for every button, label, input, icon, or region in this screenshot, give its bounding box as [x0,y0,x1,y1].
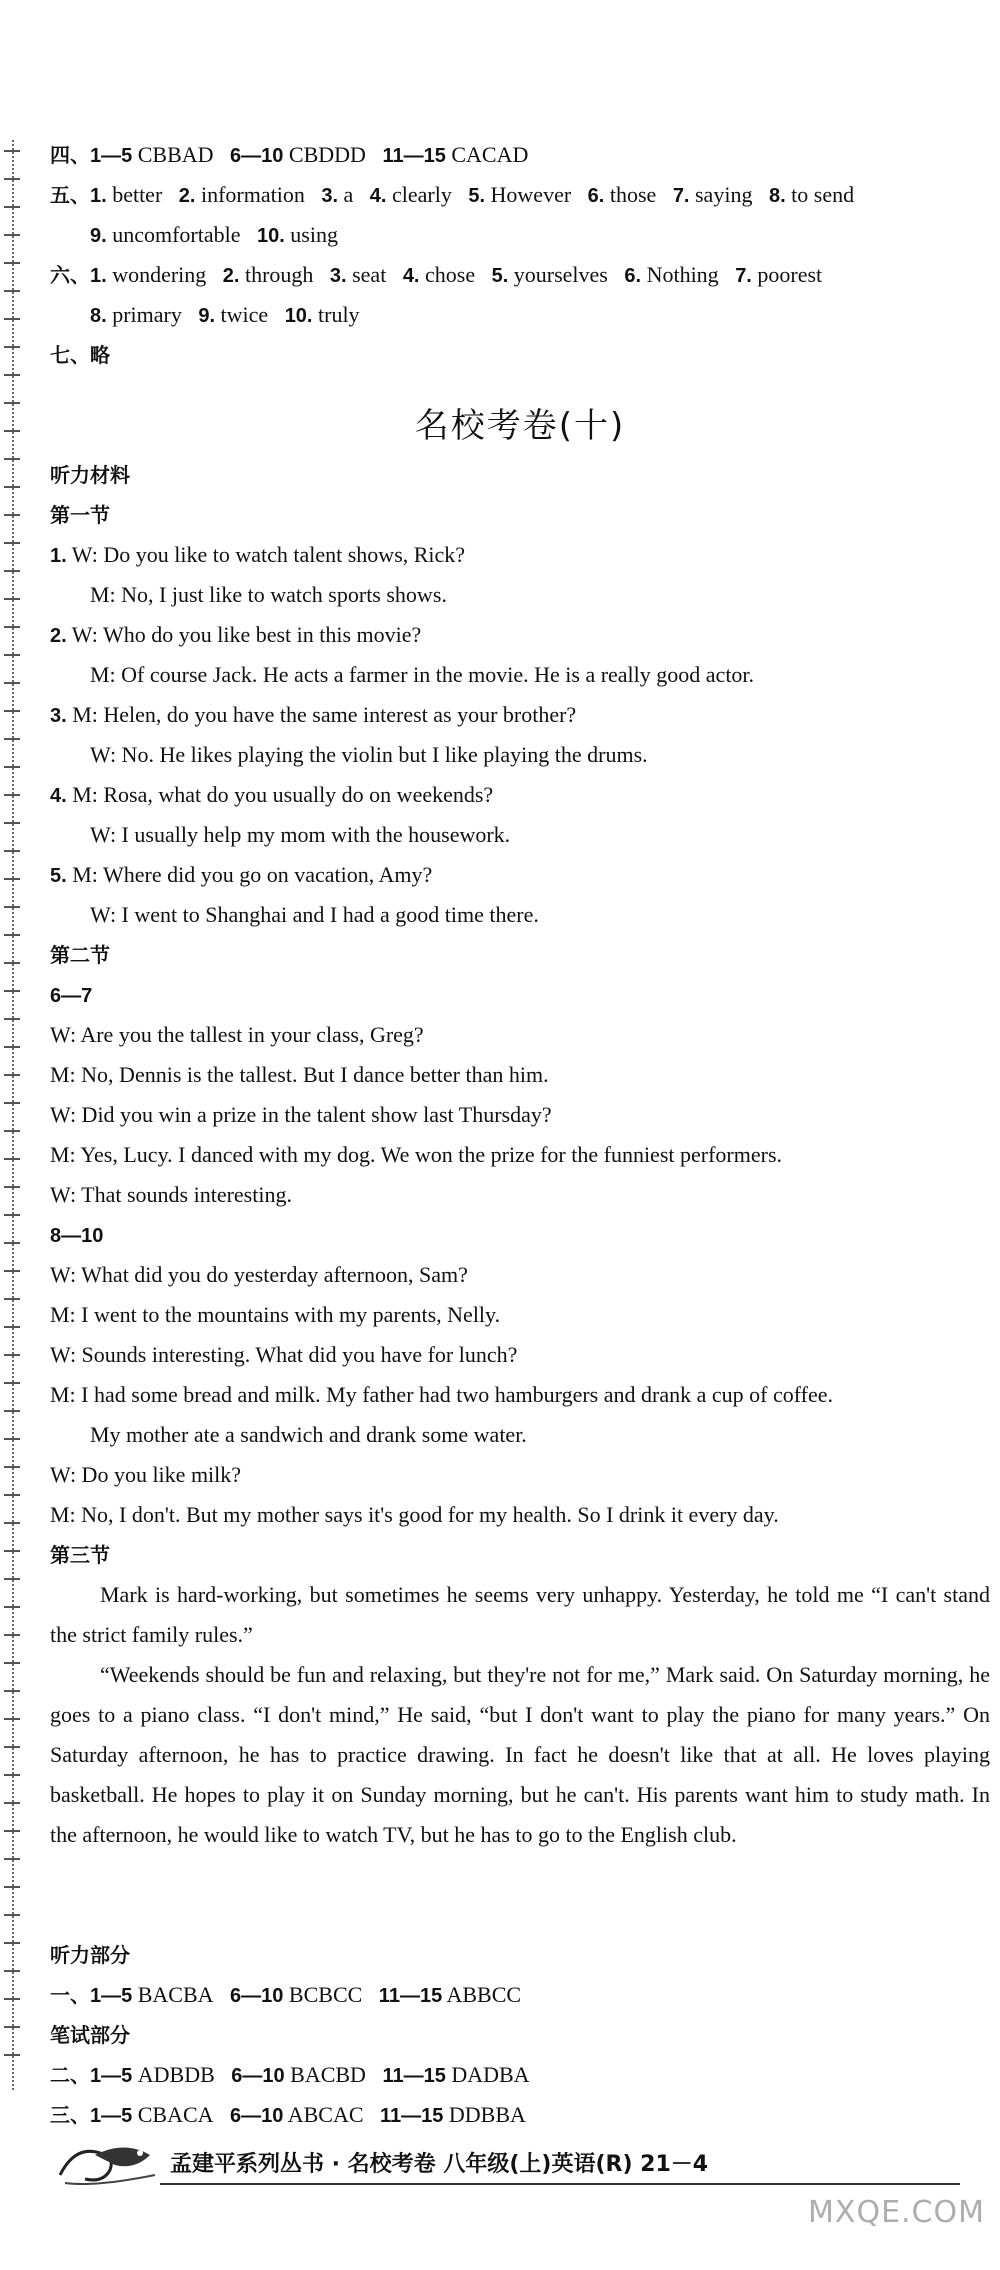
binding-tick [4,206,20,208]
answer-row-3 [50,2100,526,2130]
binding-tick [4,1354,20,1356]
binding-tick [4,1438,20,1440]
group-label: 6—7 [50,985,93,1007]
passage-paragraph-1: Mark is hard-working, but sometimes he seems very unhappy. Yesterday, he told me “I can't stand the strict family rules.” [50,1582,990,1647]
group-heading [50,1220,103,1250]
listening-heading: 听力材料 [50,463,130,487]
line-text: M: Where did you go on vacation, Amy? [72,862,433,887]
dialogue-line: M: Yes, Lucy. I danced with my dog. We won the prize for the funniest performers. [50,1142,783,1167]
answer-word: primary [112,302,182,327]
group-label: 11—15 [382,2065,446,2087]
footer-rule [160,2183,960,2185]
binding-tick [4,1494,20,1496]
binding-tick [4,1774,20,1776]
answer-key: ABBCC [446,1982,522,2007]
answer-row-5-cont [90,220,338,250]
binding-tick [4,1522,20,1524]
answer-word: better [112,182,163,207]
binding-tick [4,1382,20,1384]
binding-tick [4,1830,20,1832]
answer-row-1 [50,1980,521,2010]
item-number: 1. [50,545,67,567]
binding-tick [4,1550,20,1552]
answer-row-6-cont [90,300,360,330]
item-number: 9. [90,225,107,247]
binding-tick [4,1886,20,1888]
binding-tick [4,906,20,908]
dialogue-line: My mother ate a sandwich and drank some water. [90,1422,527,1447]
binding-tick [4,794,20,796]
answer-key: BACBA [137,1982,214,2007]
binding-tick [4,738,20,740]
section-label: 二、 [50,2063,90,2087]
line-text: W: No. He likes playing the violin but I like playing the drums. [90,742,648,767]
answer-key: CACAD [451,142,529,167]
binding-tick [4,962,20,964]
binding-tick [4,150,20,152]
binding-tick [4,1186,20,1188]
answer-row-6 [50,260,822,290]
dialogue-line: M: I went to the mountains with my parents, Nelly. [50,1302,501,1327]
answer-word: seat [352,262,387,287]
line-text: M: Rosa, what do you usually do on weekends? [72,782,494,807]
answer-key: CBDDD [288,142,366,167]
section-label: 一、 [50,1983,90,2007]
binding-tick [4,1326,20,1328]
binding-tick [4,1270,20,1272]
group-label: 1—5 [90,145,133,167]
item-number: 2. [222,265,240,287]
item-number: 6. [587,185,605,207]
binding-tick [4,1662,20,1664]
group-label: 6—10 [230,1985,284,2007]
binding-tick [4,1158,20,1160]
binding-line [12,140,14,2090]
binding-tick [4,374,20,376]
line-text: M: Helen, do you have the same interest as your brother? [72,702,577,727]
binding-tick [4,570,20,572]
item-number: 2. [178,185,196,207]
answer-key: CBACA [137,2102,214,2127]
answer-key: BCBCC [288,1982,363,2007]
line-text: W: Who do you like best in this movie? [71,622,422,647]
binding-tick [4,1102,20,1104]
binding-tick [4,1130,20,1132]
answer-word: poorest [757,262,823,287]
section-label: 四、 [50,143,90,167]
answer-key: DADBA [451,2062,530,2087]
group-label: 11—15 [378,1985,443,2007]
part-1-heading: 第一节 [50,503,110,527]
item-number: 5. [491,265,509,287]
section-label: 六、 [50,263,90,287]
dialogue-line: M: No, Dennis is the tallest. But I dance better than him. [50,1062,549,1087]
item-number: 8. [90,305,107,327]
dialogue-line: W: Do you like milk? [50,1462,242,1487]
binding-tick [4,878,20,880]
answer-word: to send [791,182,855,207]
binding-tick [4,346,20,348]
answer-key: CBBAD [137,142,214,167]
group-heading [50,980,92,1010]
written-answers-heading: 笔试部分 [50,2023,130,2047]
dialogue-line: W: That sounds interesting. [50,1182,292,1207]
binding-tick [4,262,20,264]
binding-tick [4,1690,20,1692]
binding-tick [4,1718,20,1720]
dialogue-line [90,820,510,850]
line-text: M: Of course Jack. He acts a farmer in the movie. He is a really good actor. [90,662,755,687]
line-text: W: I usually help my mom with the housework. [90,822,511,847]
item-number: 9. [198,305,216,327]
watermark: MXQE.COM [808,2195,985,2230]
binding-tick [4,1046,20,1048]
answer-word: using [290,222,338,247]
answer-key: BACBD [290,2062,366,2087]
dialogue-line [90,740,648,770]
item-number: 7. [735,265,752,287]
group-label: 1—5 [90,2065,133,2087]
answer-word: saying [695,182,753,207]
dialogue-line: W: Sounds interesting. What did you have for lunch? [50,1342,518,1367]
answer-row-2 [50,2060,530,2090]
group-label: 11—15 [380,2105,444,2127]
series-logo-icon [55,2135,165,2190]
binding-tick [4,1970,20,1972]
answer-word: However [490,182,572,207]
binding-tick [4,682,20,684]
dialogue-line [90,900,539,930]
dialogue-line [50,700,576,730]
binding-tick [4,234,20,236]
item-number: 10. [284,305,313,327]
item-number: 6. [624,265,642,287]
item-number: 3. [50,705,67,727]
binding-tick [4,1634,20,1636]
item-number: 5. [50,865,67,887]
answer-row-4 [50,140,528,170]
answer-word: wondering [112,262,207,287]
binding-tick [4,178,20,180]
item-number: 2. [50,625,67,647]
binding-tick [4,1914,20,1916]
binding-tick [4,1018,20,1020]
binding-tick [4,626,20,628]
dialogue-line [90,660,754,690]
part-2-heading: 第二节 [50,943,110,967]
answer-word: uncomfortable [112,222,241,247]
answer-key: ABCAC [287,2102,364,2127]
binding-tick [4,598,20,600]
binding-tick [4,766,20,768]
answer-word: truly [318,302,360,327]
binding-tick [4,1214,20,1216]
line-text: M: No, I just like to watch sports shows. [90,582,447,607]
answer-word: those [609,182,657,207]
item-number: 4. [50,785,67,807]
group-label: 1—5 [90,2105,133,2127]
line-text: W: Do you like to watch talent shows, Rick? [71,542,466,567]
answer-word: Nothing [646,262,719,287]
item-number: 10. [256,225,285,247]
item-number: 4. [369,185,387,207]
binding-tick [4,1074,20,1076]
binding-tick [4,430,20,432]
dialogue-line [50,860,432,890]
page-title: 名校考卷(十) [414,406,626,446]
binding-tick [4,1942,20,1944]
group-label: 1—5 [90,1985,133,2007]
binding-tick [4,1578,20,1580]
item-number: 3. [321,185,339,207]
binding-tick [4,1998,20,2000]
page-footer [50,2135,960,2195]
part-3-heading: 第三节 [50,1543,110,1567]
answer-row-5 [50,180,854,210]
binding-tick [4,1298,20,1300]
answer-word: yourselves [513,262,608,287]
answer-word: information [200,182,305,207]
binding-tick [4,850,20,852]
binding-tick [4,654,20,656]
section-label: 三、 [50,2103,90,2127]
answer-word: twice [220,302,269,327]
dialogue-line [90,580,447,610]
binding-tick [4,542,20,544]
group-label: 6—10 [230,145,284,167]
answer-word: clearly [391,182,452,207]
item-number: 4. [402,265,420,287]
dialogue-line: M: No, I don't. But my mother says it's good for my health. So I drink it every day. [50,1502,779,1527]
binding-tick [4,2054,20,2056]
answer-word: a [343,182,354,207]
binding-tick [4,1858,20,1860]
footer-text: 孟建平系列丛书 · 名校考卷 八年级(上)英语(R) 21－4 [170,2152,709,2177]
answer-key: ADBDB [137,2062,215,2087]
listening-answers-heading: 听力部分 [50,1943,130,1967]
answer-key: DDBBA [448,2102,526,2127]
group-label: 11—15 [382,145,446,167]
item-number: 1. [90,185,107,207]
binding-tick [4,318,20,320]
group-label: 6—10 [230,2105,284,2127]
item-number: 8. [768,185,786,207]
binding-tick [4,1606,20,1608]
passage-paragraph-2: “Weekends should be fun and relaxing, but they're not for me,” Mark said. On Saturday morning, he goes to a piano class. “I don't mind,” He said, “but I don't want to play the piano for many years.” On Saturday afternoon, he has to practice drawing. In fact he doesn't like that at all. He loves playing basketball. He hopes to play it on Sunday morning, but he can't. His parents want him to study math. In the afternoon, he would like to watch TV, but he has to go to the English club. [50,1662,990,1847]
item-number: 3. [329,265,347,287]
binding-tick [4,1466,20,1468]
binding-tick [4,514,20,516]
binding-tick [4,486,20,488]
binding-tick [4,990,20,992]
group-label: 8—10 [50,1225,104,1247]
binding-tick [4,1242,20,1244]
binding-tick [4,402,20,404]
dialogue-line: M: I had some bread and milk. My father had two hamburgers and drank a cup of coffee. [50,1382,833,1407]
group-label: 6—10 [231,2065,285,2087]
dialogue-line: W: What did you do yesterday afternoon, Sam? [50,1262,468,1287]
binding-tick [4,290,20,292]
answer-word: chose [425,262,476,287]
binding-tick [4,1410,20,1412]
binding-tick [4,822,20,824]
item-number: 1. [90,265,107,287]
binding-tick [4,1802,20,1804]
binding-tick [4,2026,20,2028]
dialogue-line [50,540,465,570]
dialogue-line [50,780,493,810]
section-label: 五、 [50,183,90,207]
item-number: 5. [468,185,486,207]
section-7: 七、略 [50,343,110,367]
binding-tick [4,710,20,712]
dialogue-line: W: Are you the tallest in your class, Greg? [50,1022,424,1047]
item-number: 7. [672,185,690,207]
binding-tick [4,458,20,460]
binding-tick [4,934,20,936]
dialogue-line: W: Did you win a prize in the talent show last Thursday? [50,1102,552,1127]
answer-word: through [244,262,314,287]
dialogue-line [50,620,421,650]
binding-tick [4,1746,20,1748]
line-text: W: I went to Shanghai and I had a good time there. [90,902,539,927]
